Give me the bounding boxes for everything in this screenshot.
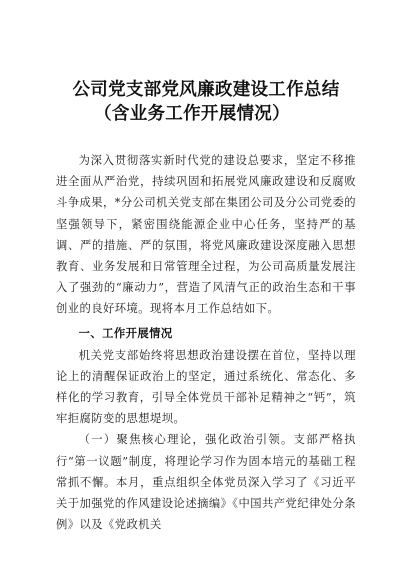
title-line-2: （含业务工作开展情况） [94, 104, 290, 124]
document-title [56, 78, 356, 126]
title-line-1: 公司党支部党风廉政建设工作总结 [72, 80, 340, 100]
section-heading: 一、工作开展情况 [78, 326, 173, 340]
section-paragraph: 机关党支部始终将思想政治建设摆在首位，坚持以理论上的清醒保证政治上的坚定，通过系统化、常态化、多样化的学习教育，引导全体党员干部补足精神之“钙”，筑牢拒腐防变的思想堤坝。 [56, 348, 356, 426]
intro-paragraph: 为深入贯彻落实新时代党的建设总要求，坚定不移推进全面从严治党，持续巩固和拓展党风廉政建设和反腐败斗争成果，*分公司机关党支部在集团公司及分公司党委的坚强领导下，紧密围绕能源企业中心任务，坚持严的基调、严的措施、严的氛围，将党风廉政建设深度融入思想教育、业务发展和日常管理全过程，为公司高质量发展注入了强劲的“廉动力”，营造了风清气正的政治生态和干事创业的良好环境。现将本月工作总结如下。 [56, 154, 356, 316]
subsection-paragraph: （一）聚焦核心理论，强化政治引领。支部严格执行“第一议题”制度，将理论学习作为固本培元的基础工程常抓不懈。本月，重点组织全体党员深入学习了《习近平关于加强党的作风建设论述摘编》《中国共产党纪律处分条例》以及《党政机关 [56, 433, 356, 532]
document-body [56, 150, 356, 535]
